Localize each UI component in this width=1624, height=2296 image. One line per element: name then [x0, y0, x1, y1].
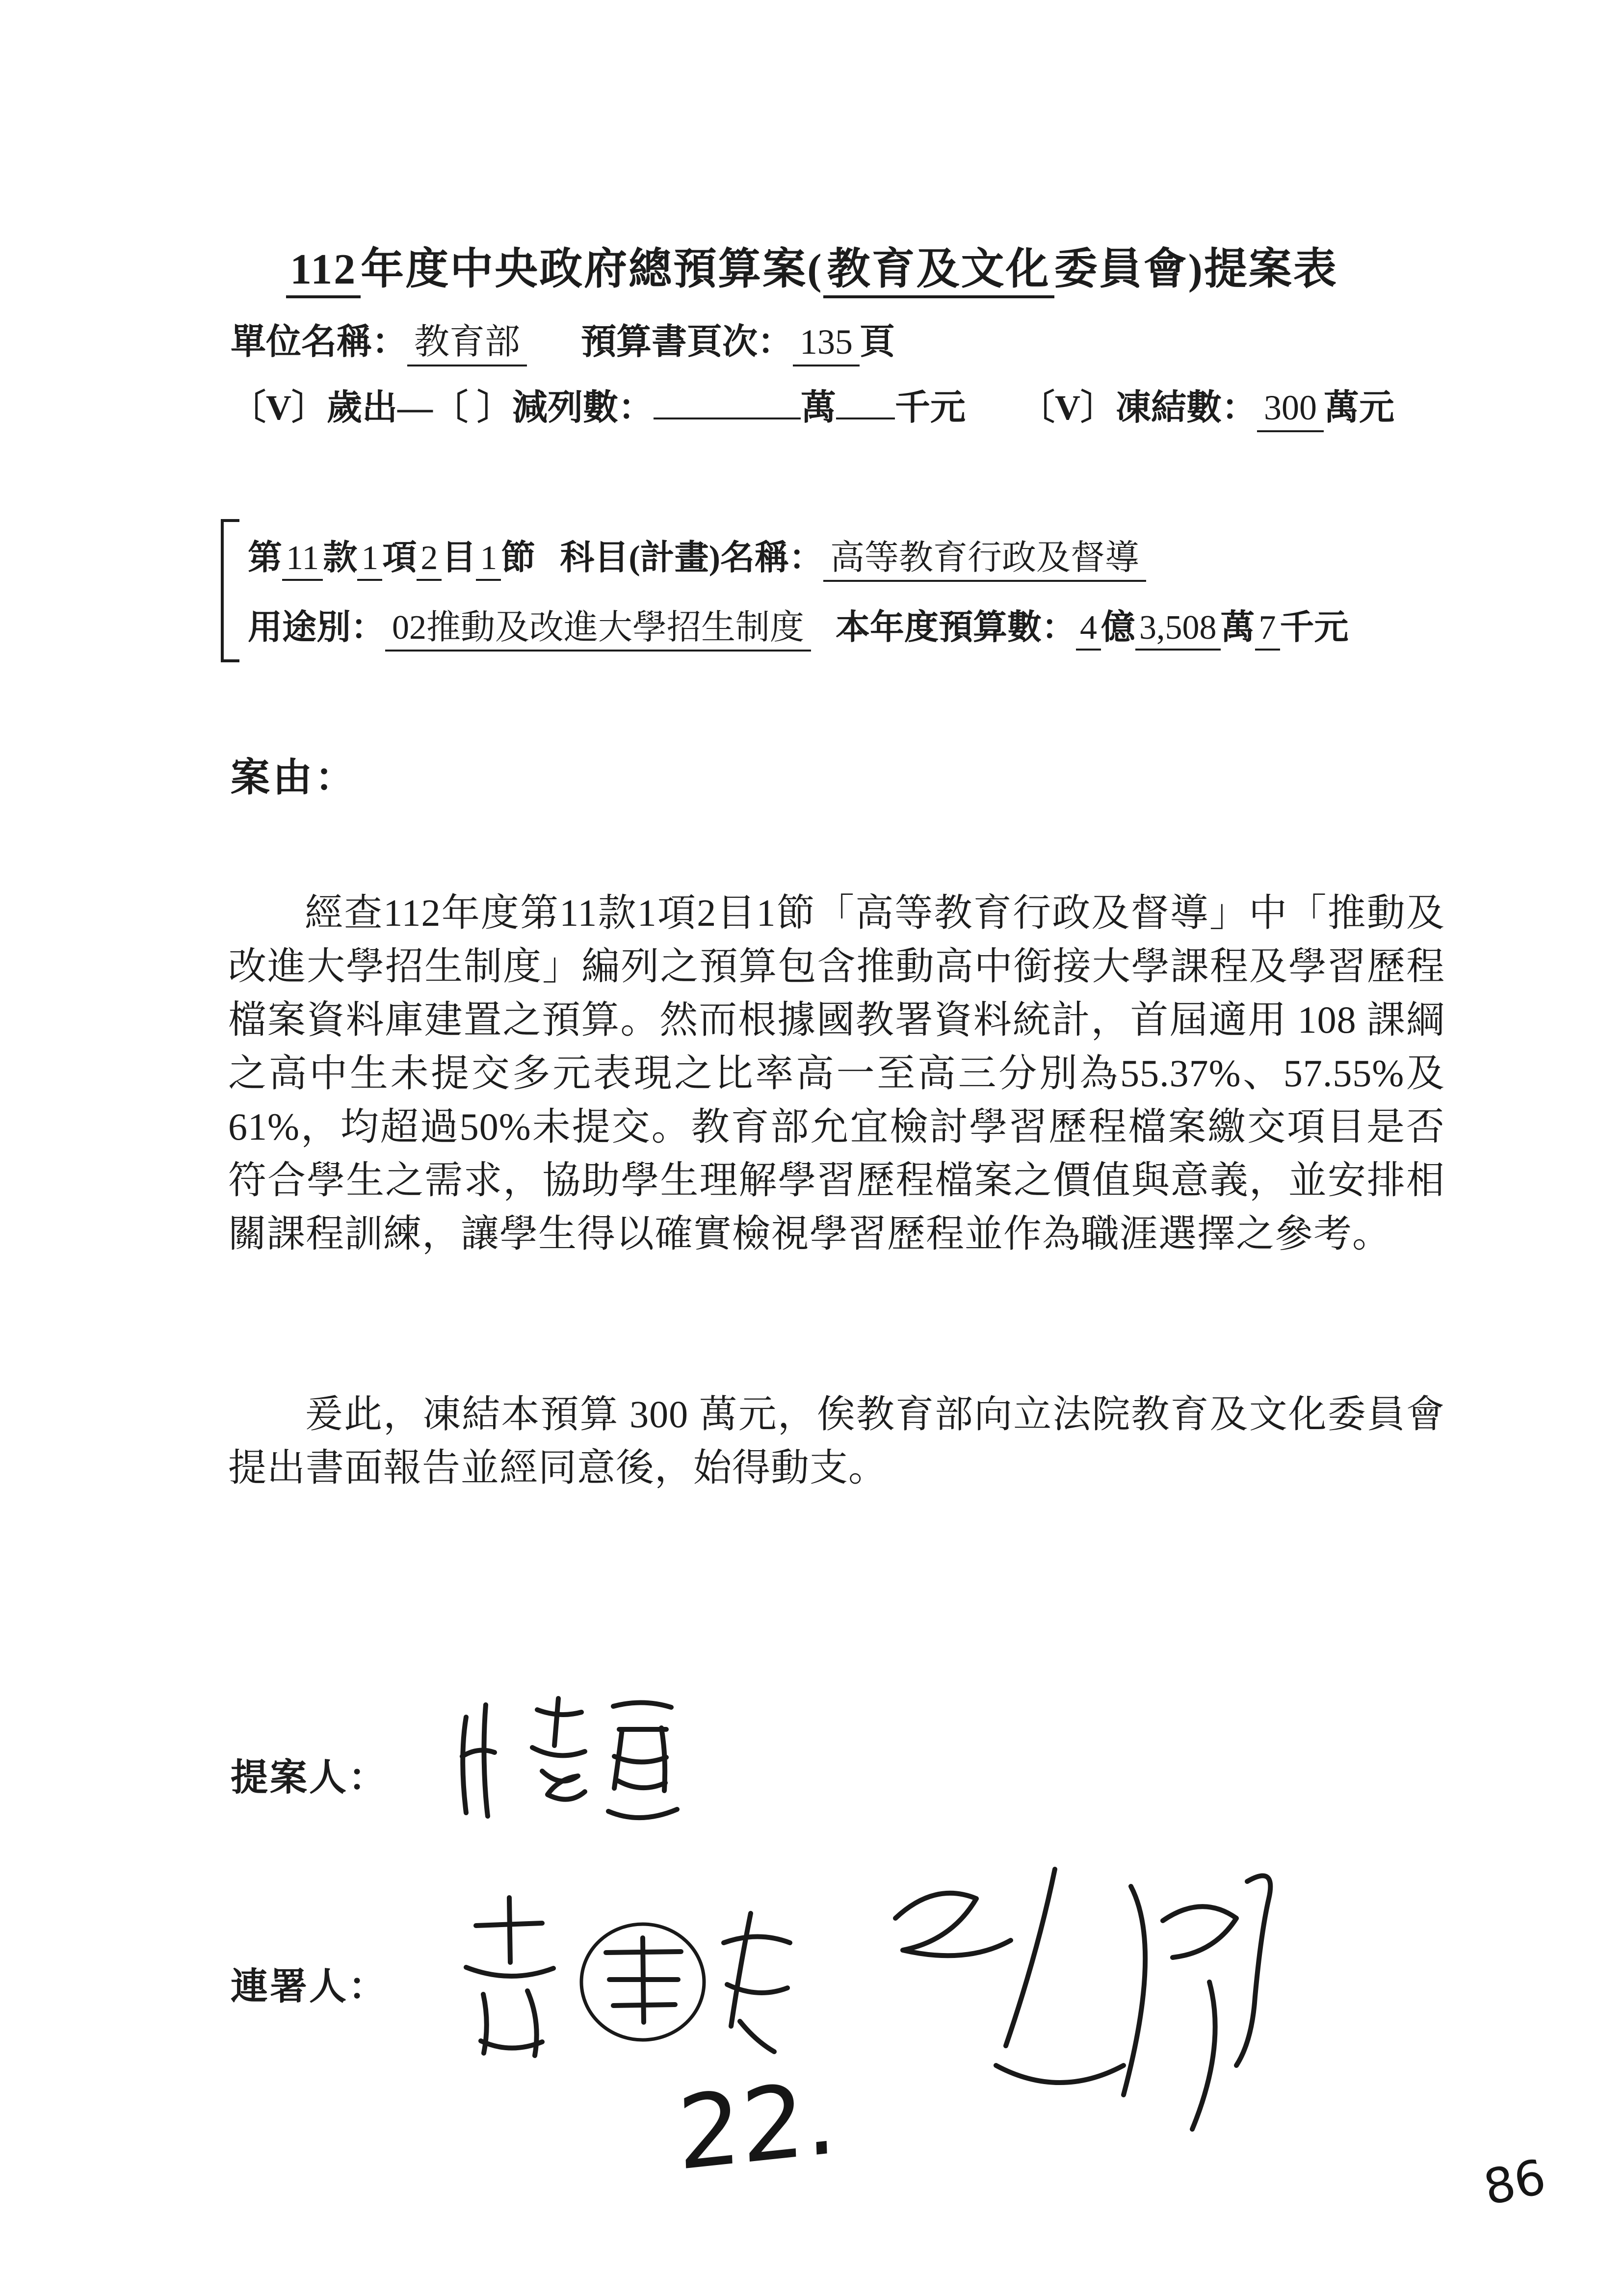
- budget-yi-unit: 億: [1101, 609, 1135, 647]
- handwritten-page-number: 86: [1479, 2149, 1551, 2217]
- budget-wan-unit: 萬: [1220, 609, 1255, 647]
- title-tail: 委員會)提案表: [1054, 246, 1338, 293]
- proposer-signature: [432, 1683, 716, 1840]
- cosigner-label: 連署人：: [231, 1966, 388, 2008]
- case-paragraph-2: 爰此，凍結本預算 300 萬元，俟教育部向立法院教育及文化委員會提出書面報告並經同意後，始得動支。: [228, 1393, 1445, 1489]
- budget-yi-number: 4: [1076, 609, 1101, 651]
- case-heading: 案由：: [231, 757, 357, 800]
- subject-line: [248, 530, 1146, 579]
- reduction-thousand-blank: [836, 382, 895, 419]
- freeze-unit: 萬元: [1324, 388, 1395, 427]
- di-label: 第: [248, 539, 282, 577]
- cosigner-signature-2: [849, 1835, 1281, 2159]
- budget-wan-number: 3,508: [1135, 609, 1221, 651]
- title-mid: 年度中央政府總預算案(: [361, 246, 823, 293]
- cosigner-signature-1: [437, 1879, 810, 2070]
- title-year: 112: [286, 246, 361, 298]
- unit-name-label: 單位名稱：: [231, 322, 408, 362]
- subject-name-value: 高等教育行政及督導: [823, 539, 1146, 582]
- usage-label: 用途別：: [248, 609, 385, 647]
- wan-unit: 萬: [801, 388, 837, 427]
- xiang-label: 項: [382, 539, 417, 577]
- budget-page-label: 預算書頁次：: [581, 322, 793, 362]
- usage-line: [248, 600, 1349, 649]
- kuan-label: 款: [323, 539, 358, 577]
- subject-name-label: 科目(計畫)名稱：: [560, 539, 824, 577]
- budget-qian-number: 7: [1255, 609, 1280, 651]
- annual-budget-label: 本年度預算數：: [836, 609, 1076, 647]
- budget-qian-unit: 千元: [1280, 609, 1349, 647]
- jie-number: 1: [476, 539, 501, 581]
- expenditure-reduction-label: 〔V〕歲出—〔 〕減列數：: [231, 388, 654, 427]
- kuan-number: 11: [282, 539, 323, 581]
- proposer-label: 提案人：: [231, 1757, 388, 1799]
- unit-name-value: 教育部: [407, 322, 527, 366]
- unit-line: [231, 313, 895, 364]
- freeze-label: 〔V〕凍結數：: [1020, 388, 1257, 427]
- mu-number: 2: [417, 539, 442, 581]
- handwritten-number-22: 22.: [675, 2059, 839, 2193]
- xiang-number: 1: [357, 539, 382, 581]
- budget-page-value: 135: [793, 322, 860, 366]
- budget-page-unit: 頁: [860, 322, 895, 362]
- document-title: [0, 235, 1624, 296]
- qianyuan-unit: 千元: [895, 388, 966, 427]
- section-bracket: [221, 519, 239, 662]
- mu-label: 目: [442, 539, 476, 577]
- usage-value: 02推動及改進大學招生制度: [385, 609, 811, 652]
- jie-label: 節: [501, 539, 536, 577]
- check-line: [231, 379, 1394, 430]
- freeze-value: 300: [1257, 388, 1324, 432]
- title-committee: 教育及文化: [823, 246, 1054, 298]
- case-paragraph-1: 經查112年度第11款1項2目1節「高等教育行政及督導」中「推動及改進大學招生制度」編列之預算包含推動高中銜接大學課程及學習歷程檔案資料庫建置之預算。然而根據國教署資料統計，首屆適用 108 課綱之高中生未提交多元表現之比率高一至高三分別為55.37%、57.55%及61%，均超過50%未提交。教育部允宜檢討學習歷程檔案繳交項目是否符合學生之需求，協助學生理解學習歷程檔案之價值與意義，並安排相關課程訓練，讓學生得以確實檢視學習歷程並作為職涯選擇之參考。: [228, 891, 1445, 1255]
- reduction-amount-blank: [654, 382, 801, 419]
